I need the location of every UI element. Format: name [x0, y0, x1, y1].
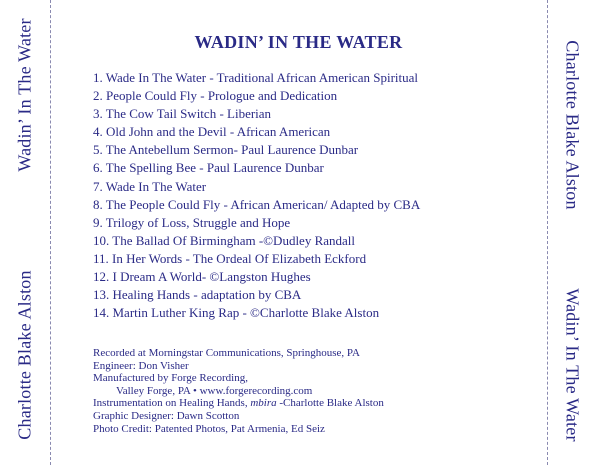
right-spine-artist: Charlotte Blake Alston [562, 40, 583, 210]
credits-block [93, 347, 384, 435]
track-item: 11. In Her Words - The Ordeal Of Elizabeth Eckford [93, 250, 367, 266]
track-item: 12. I Dream A World- ©Langston Hughes [93, 269, 311, 285]
right-spine-album-title: Wadin’ In The Water [562, 288, 583, 442]
track-item: 8. The People Could Fly - African American/ Adapted by CBA [93, 196, 421, 212]
track-item: 7. Wade In The Water [93, 178, 207, 194]
left-spine [0, 0, 50, 465]
manufacturer-credit: Manufactured by Forge Recording, [93, 372, 248, 385]
track-item: 3. The Cow Tail Switch - Liberian [93, 106, 272, 122]
left-spine-album-title: Wadin’ In The Water [14, 18, 35, 172]
instrumentation-prefix: Instrumentation on Healing Hands, [93, 397, 251, 410]
graphic-designer-credit: Graphic Designer: Dawn Scotton [93, 409, 240, 422]
left-spine-artist: Charlotte Blake Alston [14, 270, 35, 440]
track-list [93, 69, 420, 322]
photo-credit: Photo Credit: Patented Photos, Pat Armenia, Ed Seiz [93, 422, 325, 435]
manufacturer-location: Valley Forge, PA • www.forgerecording.com [116, 384, 313, 397]
track-item: 9. Trilogy of Loss, Struggle and Hope [93, 214, 291, 230]
track-item: 4. Old John and the Devil - African American [93, 124, 331, 140]
track-item: 2. People Could Fly - Prologue and Dedication [93, 88, 338, 104]
engineer-credit: Engineer: Don Visher [93, 359, 189, 372]
track-item: 1. Wade In The Water - Traditional African American Spiritual [93, 70, 418, 85]
instrumentation-credit [93, 397, 384, 410]
instrument-name: mbira [250, 397, 277, 410]
track-item: 13. Healing Hands - adaptation by CBA [93, 287, 302, 303]
instrumentation-suffix: -Charlotte Blake Alston [276, 397, 384, 410]
track-item: 5. The Antebellum Sermon- Paul Laurence Dunbar [93, 142, 359, 158]
track-item: 14. Martin Luther King Rap - ©Charlotte Blake Alston [93, 305, 380, 321]
album-title: WADIN’ IN THE WATER [194, 32, 403, 52]
track-item: 6. The Spelling Bee - Paul Laurence Dunbar [93, 160, 324, 176]
left-fold-line [50, 0, 51, 465]
right-spine [548, 0, 596, 465]
track-item: 10. The Ballad Of Birmingham -©Dudley Randall [93, 232, 356, 248]
recording-credit: Recorded at Morningstar Communications, Springhouse, PA [93, 347, 360, 359]
